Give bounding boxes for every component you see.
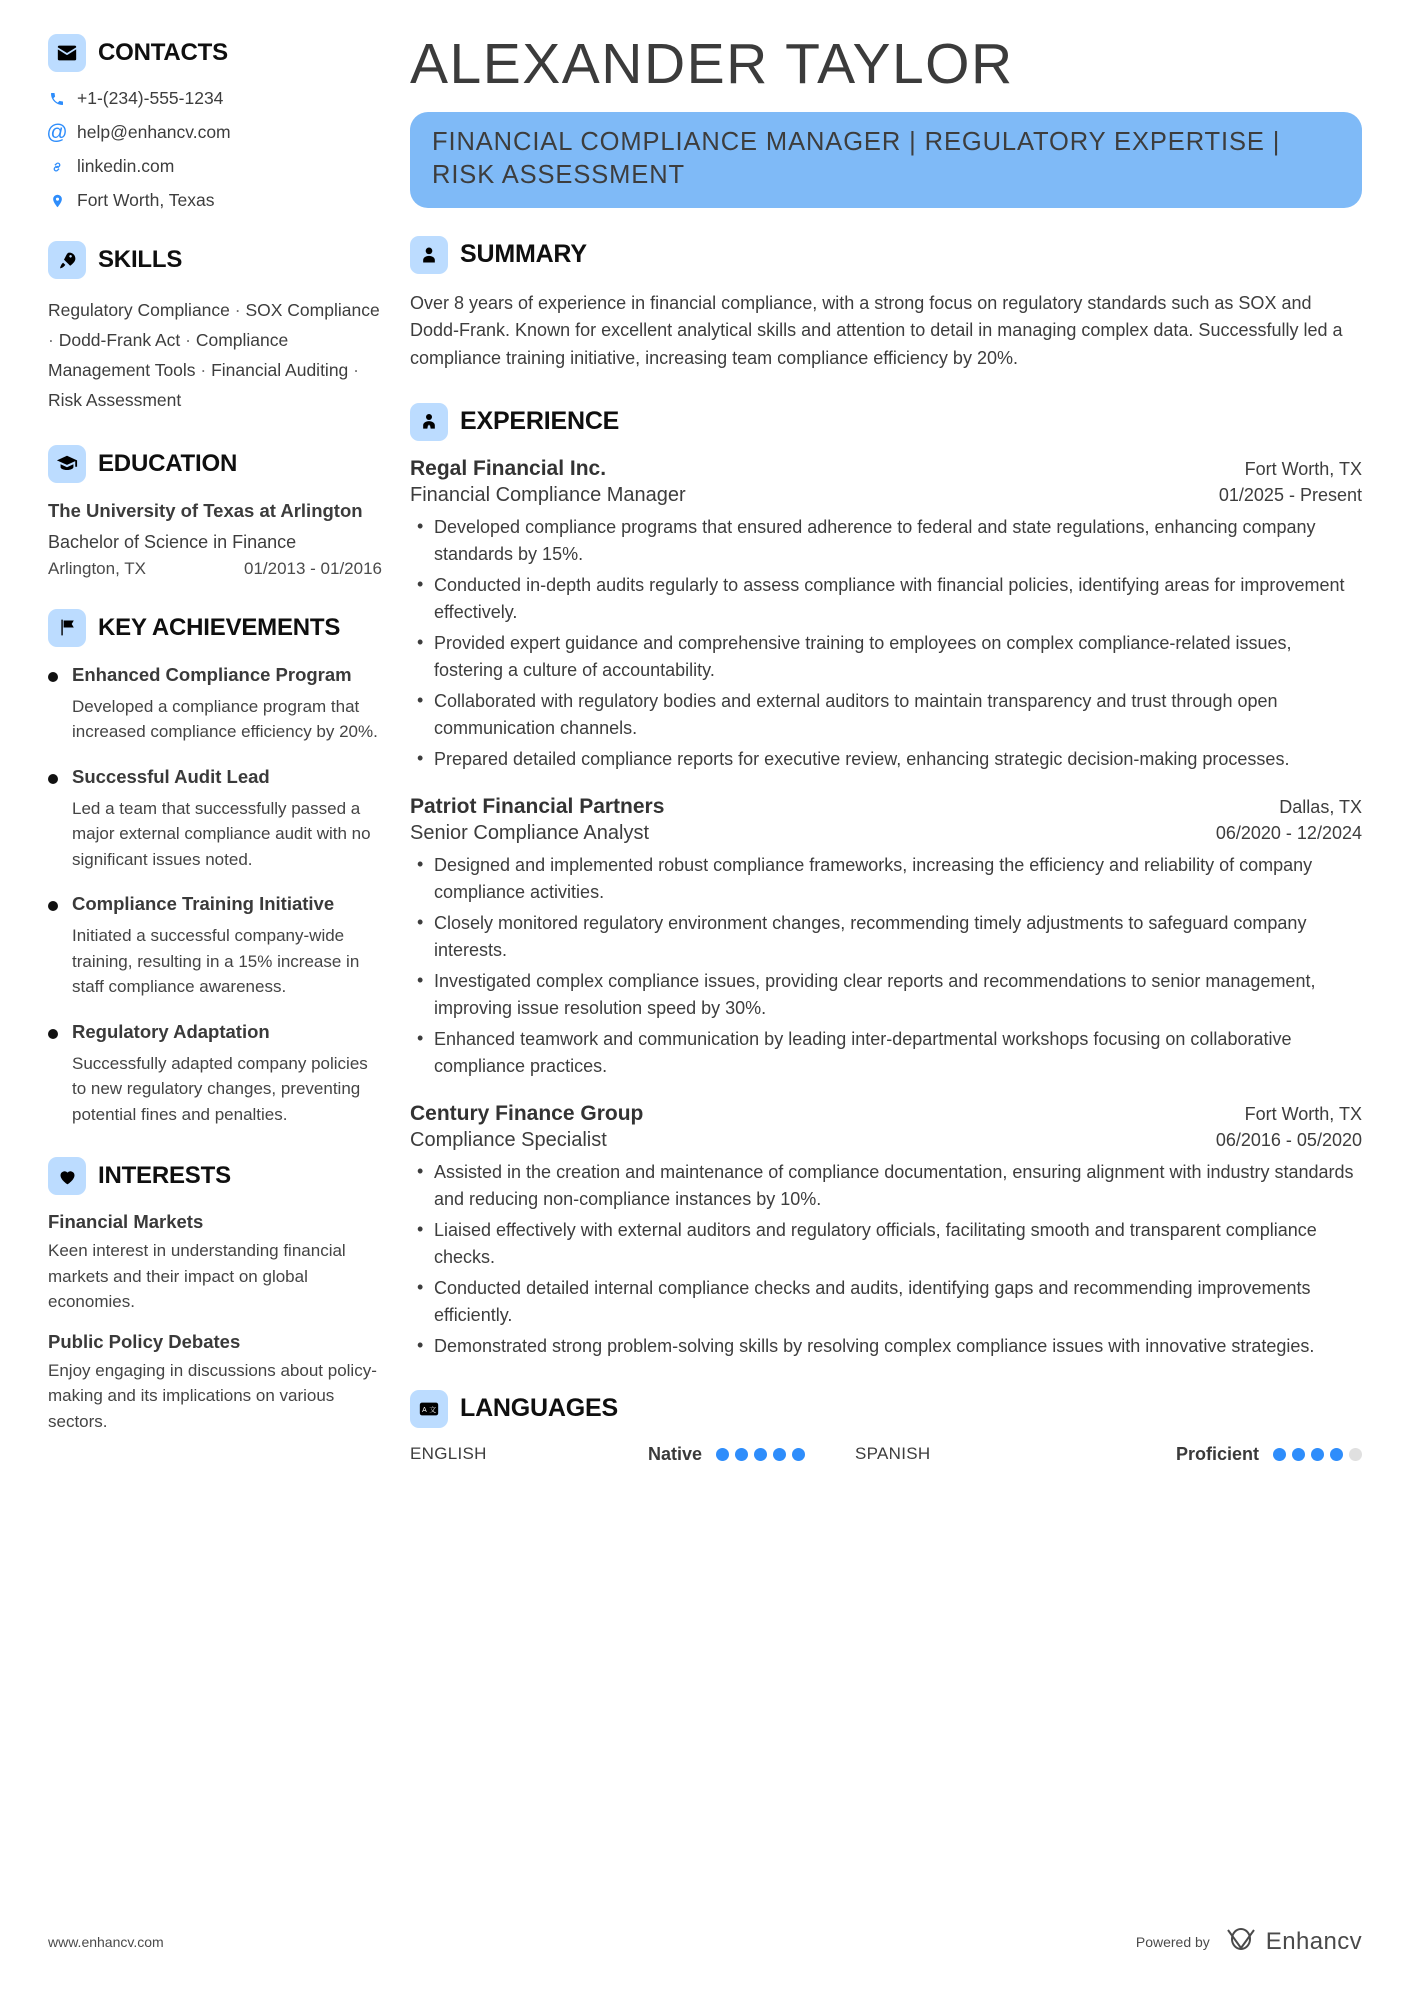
experience-header [410,403,1362,441]
languages-section [410,1390,1362,1465]
achievement-item [48,1020,382,1128]
skill-item: Financial Auditing [211,360,349,381]
job-location: Fort Worth, TX [1244,1103,1362,1124]
achievement-description: Initiated a successful company-wide training, resulting in a 15% increase in staff compliance awareness. [72,926,360,997]
contact-location [48,190,382,211]
language-level: Native [647,1443,702,1464]
experience-entry [410,457,1362,773]
language-item-english [410,1444,805,1465]
interest-title: Public Policy Debates [48,1330,241,1352]
contacts-list [48,88,382,211]
achievement-title: Regulatory Adaptation [72,1020,270,1042]
heart-icon [48,1157,86,1195]
education-entry [48,499,382,578]
interest-description: Enjoy engaging in discussions about policy-making and its implications on various sectors. [48,1360,377,1431]
contact-link [48,156,382,177]
job-dates: 01/2025 - Present [1218,484,1362,505]
job-dates: 06/2020 - 12/2024 [1215,822,1362,843]
brand [1224,1926,1362,1957]
footer-url[interactable]: www.enhancv.com [48,1933,164,1950]
job-bullet: • Enhanced teamwork and communication by leading inter-departmental workshops focusing on collaborative compliance practices. [410,1026,1362,1080]
achievements-section [48,609,382,1128]
achievement-item [48,892,382,1000]
job-bullet: • Assisted in the creation and maintenance of compliance documentation, ensuring alignment with industry standards and reducing non-compliance instances by 10%. [410,1159,1362,1213]
interests-section [48,1157,382,1434]
skills-section [48,241,382,415]
language-item-spanish [805,1444,1362,1465]
job-bullet: • Conducted detailed internal compliance checks and audits, identifying gaps and recommending improvements efficiently. [410,1275,1362,1329]
job-bullet: • Investigated complex compliance issues, providing clear reports and recommendations to senior management, improving issue resolution speed by 30%. [410,968,1362,1022]
education-section [48,445,382,578]
experience-entry [410,1102,1362,1360]
job-role: Compliance Specialist [410,1128,607,1151]
enhancv-logo-icon [1224,1926,1258,1957]
contact-email [48,122,382,143]
job-bullet: • Designed and implemented robust compliance frameworks, increasing the efficiency and reliability of company compliance activities. [410,852,1362,906]
bullet-icon [48,672,58,682]
person-icon [410,236,448,274]
job-bullet: • Collaborated with regulatory bodies and external auditors to maintain transparency and trust through open communication channels. [410,688,1362,742]
education-location: Arlington, TX [48,558,146,578]
job-role: Senior Compliance Analyst [410,821,650,844]
job-company: Regal Financial Inc. [410,456,607,480]
job-bullets [410,514,1362,773]
languages-header [410,1390,1362,1428]
page-footer [48,1926,1362,1957]
job-bullet: • Liaised effectively with external auditors and regulatory officials, facilitating smooth and transparent compliance checks. [410,1217,1362,1271]
achievements-title: KEY ACHIEVEMENTS [98,613,341,641]
job-bullets [410,852,1362,1080]
summary-section [410,236,1362,373]
skills-list [48,295,382,415]
bullet-icon [48,774,58,784]
experience-section [410,403,1362,1360]
flag-icon [48,609,86,647]
graduation-cap-icon [48,445,86,483]
summary-text: Over 8 years of experience in financial compliance, with a strong focus on regulatory standards such as SOX and Dodd-Frank. Known for excellent analytical skills and attention to detail in managing complex data. Successfully led a compliance training initiative, increasing team compliance efficiency by 20%. [410,292,1343,369]
svg-text:A: A [422,1406,427,1414]
job-dates: 06/2016 - 05/2020 [1215,1129,1362,1150]
interest-item [48,1331,382,1435]
job-bullet: • Conducted in-depth audits regularly to assess compliance with financial policies, identifying areas for improvement effectively. [410,572,1362,626]
resume-columns [48,34,1362,1465]
skill-separator: · [195,360,212,381]
job-location: Dallas, TX [1279,796,1362,817]
education-header [48,445,382,483]
achievements-header [48,609,382,647]
achievement-description: Developed a compliance program that increased compliance efficiency by 20%. [72,696,378,742]
interests-header [48,1157,382,1195]
education-dates: 01/2013 - 01/2016 [243,558,382,578]
headline-text: FINANCIAL COMPLIANCE MANAGER | REGULATORY EXPERTISE | RISK ASSESSMENT [432,128,1281,190]
job-bullet: • Prepared detailed compliance reports for executive review, enhancing strategic decision-making processes. [410,746,1362,773]
skill-separator: · [229,300,246,320]
rocket-icon [48,241,86,279]
rating-dot-filled [1311,1448,1324,1461]
contact-phone [48,88,382,109]
contacts-header [48,34,382,72]
rating-dot-filled [735,1448,748,1461]
translate-icon [410,1390,448,1428]
footer-brand-area [1136,1926,1362,1957]
languages-row [410,1444,1362,1465]
languages-title: LANGUAGES [460,1394,618,1423]
achievement-title: Enhanced Compliance Program [72,663,352,685]
achievement-item [48,663,382,745]
powered-by-label: Powered by [1135,1933,1210,1950]
svg-text:文: 文 [429,1406,437,1414]
rating-dot-filled [792,1448,805,1461]
skill-separator: · [348,360,359,381]
job-bullet: • Demonstrated strong problem-solving skills by resolving complex compliance issues with innovative strategies. [410,1333,1362,1360]
bullet-icon [48,901,58,911]
contact-email-value: help@enhancv.com [77,122,231,142]
education-degree: Bachelor of Science in Finance [48,532,297,553]
contact-link-value: linkedin.com [77,156,175,176]
interest-title: Financial Markets [48,1211,204,1233]
achievement-description: Successfully adapted company policies to new regulatory changes, preventing potential fines and penalties. [72,1053,368,1124]
education-meta [48,559,382,579]
skills-header [48,241,382,279]
skill-separator: · [48,330,59,351]
interests-title: INTERESTS [98,1162,231,1190]
skill-item: Regulatory Compliance [48,300,230,320]
left-column [48,34,400,1450]
skill-item: Risk Assessment [48,390,182,411]
summary-title: SUMMARY [460,240,587,269]
rating-dot-filled [1292,1448,1305,1461]
job-bullet: • Provided expert guidance and comprehensive training to employees on complex compliance-related issues, fostering a culture of accountability. [410,630,1362,684]
experience-title: EXPERIENCE [460,407,620,436]
job-bullet: • Developed compliance programs that ensured adherence to federal and state regulations, enhancing company standards by 15%. [410,514,1362,568]
achievement-title: Successful Audit Lead [72,765,270,787]
contacts-section [48,34,382,211]
contact-phone-value: +1-(234)-555-1234 [77,88,224,108]
language-name: ENGLISH [410,1444,487,1464]
link-icon [48,159,66,175]
bullet-icon [48,1029,58,1039]
achievement-item [48,765,382,873]
interest-item [48,1211,382,1315]
language-level: Proficient [1175,1443,1259,1464]
rating-dot-filled [1273,1448,1286,1461]
interest-description: Keen interest in understanding financial markets and their impact on global economies. [48,1241,346,1312]
job-bullet: • Closely monitored regulatory environment changes, recommending timely adjustments to safeguard company interests. [410,910,1362,964]
summary-header [410,236,1362,274]
achievement-title: Compliance Training Initiative [72,893,335,915]
skill-item: Dodd-Frank Act [58,330,181,351]
rating-dot-filled [754,1448,767,1461]
job-role: Financial Compliance Manager [410,483,686,506]
rating-dot-empty [1349,1448,1362,1461]
language-rating-dots [716,1448,805,1461]
brand-name: Enhancv [1265,1927,1362,1955]
page-title: ALEXANDER TAYLOR [410,32,1014,96]
skill-item: Compliance Management Tools [48,330,289,381]
rating-dot-filled [1330,1448,1343,1461]
education-title: EDUCATION [98,450,238,478]
right-column [400,34,1362,1465]
experience-entry [410,795,1362,1080]
language-name: SPANISH [855,1444,931,1464]
phone-icon [48,91,66,107]
job-location: Fort Worth, TX [1244,458,1362,479]
job-company: Century Finance Group [410,1101,644,1125]
envelope-icon [48,34,86,72]
skills-title: SKILLS [98,246,183,273]
language-rating-dots [1273,1448,1362,1461]
skill-separator: · [180,330,196,351]
education-school: The University of Texas at Arlington [48,500,363,522]
at-icon: @ [46,121,68,144]
rating-dot-filled [773,1448,786,1461]
achievement-description: Led a team that successfully passed a major external compliance audit with no significant issues noted. [72,798,371,869]
rating-dot-filled [716,1448,729,1461]
job-company: Patriot Financial Partners [410,794,665,818]
business-person-icon [410,403,448,441]
skill-item: SOX Compliance [245,300,380,320]
headline-banner [410,112,1362,207]
contact-location-value: Fort Worth, Texas [77,190,215,210]
location-pin-icon [48,192,66,210]
contacts-title: CONTACTS [98,39,228,66]
job-bullets [410,1159,1362,1360]
